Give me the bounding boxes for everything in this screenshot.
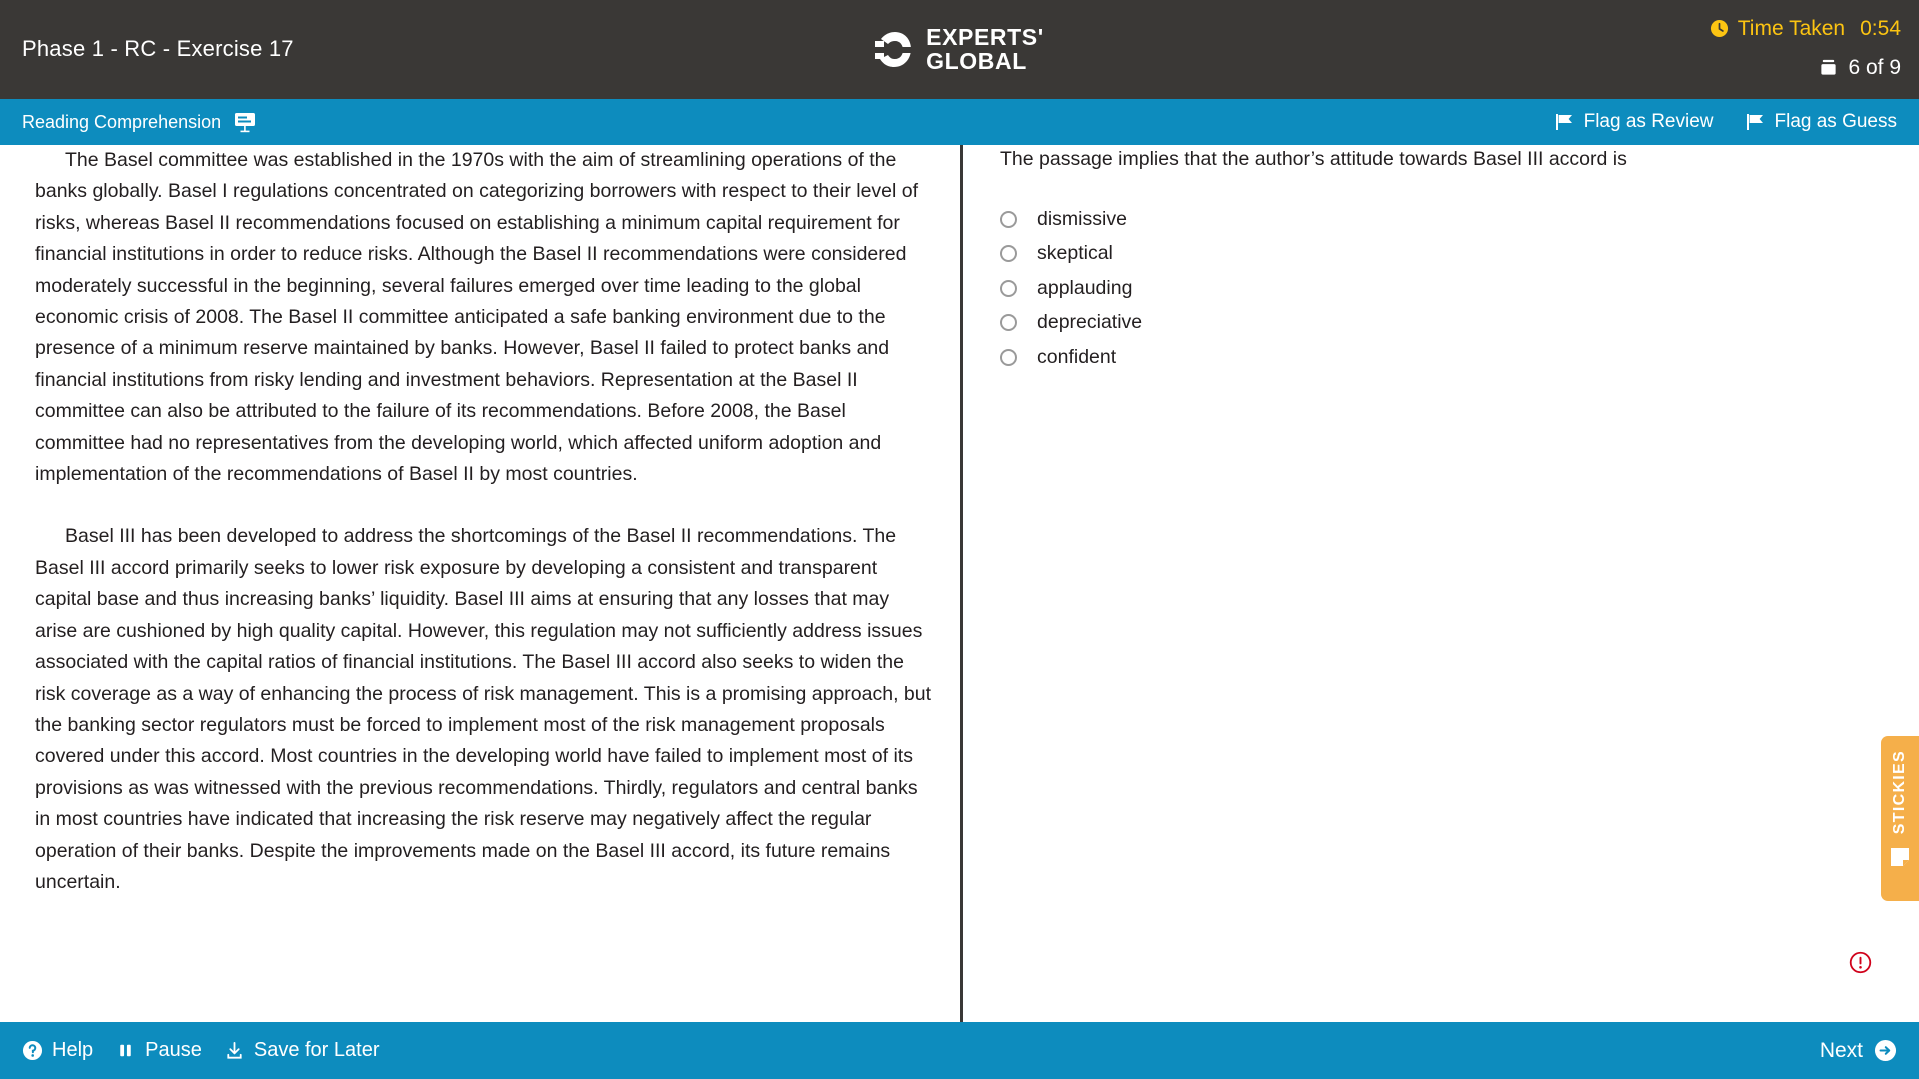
download-icon — [224, 1040, 245, 1061]
logo-line-2: GLOBAL — [926, 47, 1027, 74]
pause-icon — [115, 1040, 136, 1061]
exclamation-circle-icon[interactable] — [1849, 951, 1872, 974]
radio-button-icon[interactable] — [1000, 280, 1017, 297]
section-toolbar — [0, 99, 1919, 145]
pause-label: Pause — [145, 1039, 202, 1061]
flag-as-review-button[interactable] — [1555, 111, 1714, 133]
panel-divider — [960, 145, 963, 1022]
top-header-bar — [0, 0, 1919, 99]
flag-icon — [1746, 113, 1765, 131]
flag-as-guess-label: Flag as Guess — [1774, 111, 1897, 132]
flag-as-review-label: Flag as Review — [1583, 111, 1714, 132]
answer-option-label: dismissive — [1037, 207, 1127, 230]
radio-button-icon[interactable] — [1000, 245, 1017, 262]
passage-paragraph: Basel III has been developed to address the shortcomings of the Basel II recommendations. The Basel III accord primarily seeks to lower risk exposure by developing a consistent and transparent capital base and thus increasing banks’ liquidity. Basel III aims at ensuring that any losses that may arise are cushioned by high quality capital. However, this regulation may not sufficiently address issues associated with the capital ratios of financial institutions. The Basel III accord also seeks to widen the risk coverage as a way of enhancing the process of risk management. This is a promising approach, but the banking sector regulators must be forced to implement most of the risk management proposals covered under this accord. Most countries in the developing world have failed to implement most of its provisions as was witnessed with the previous recommendations. Thirdly, regulators and central banks in most countries have indicated that increasing the risk reserve may negatively affect the regular operation of their banks. Despite the improvements made on the Basel III accord, its future remains uncertain. — [35, 525, 932, 893]
answer-option-label: confident — [1037, 345, 1117, 368]
pause-button[interactable] — [115, 1039, 202, 1062]
flag-as-guess-button[interactable] — [1746, 111, 1898, 133]
footer-bar — [0, 1022, 1919, 1079]
arrow-right-circle-icon — [1874, 1039, 1897, 1062]
save-for-later-button[interactable] — [224, 1039, 380, 1062]
answer-option-dismissive[interactable] — [1000, 202, 1860, 237]
answer-option-label: applauding — [1037, 276, 1133, 299]
radio-button-icon[interactable] — [1000, 349, 1017, 366]
section-label: Reading Comprehension — [22, 111, 222, 132]
time-taken-label: Time Taken — [1737, 17, 1846, 40]
time-taken — [1710, 18, 1901, 39]
experts-global-logo-mark-icon — [875, 30, 913, 70]
stickies-label: STICKIES — [1891, 750, 1908, 835]
save-for-later-label: Save for Later — [253, 1039, 380, 1061]
question-panel — [1000, 145, 1860, 375]
answer-option-label: depreciative — [1037, 311, 1143, 334]
radio-button-icon[interactable] — [1000, 314, 1017, 331]
answer-option-skeptical[interactable] — [1000, 237, 1860, 272]
passage-panel — [35, 145, 935, 929]
exercise-title: Phase 1 - RC - Exercise 17 — [22, 36, 294, 61]
help-label: Help — [52, 1039, 94, 1061]
section-indicator — [22, 99, 256, 145]
stack-icon — [1819, 58, 1838, 77]
question-counter — [1710, 57, 1901, 78]
sticky-note-icon — [1889, 846, 1911, 868]
next-label: Next — [1819, 1038, 1863, 1062]
question-circle-icon — [22, 1040, 43, 1061]
help-button[interactable] — [22, 1039, 93, 1062]
question-counter-text: 6 of 9 — [1848, 56, 1901, 79]
radio-button-icon[interactable] — [1000, 211, 1017, 228]
question-text: The passage implies that the author’s attitude towards Basel III accord is — [1000, 148, 1627, 170]
answer-option-applauding[interactable] — [1000, 271, 1860, 306]
passage-paragraph: The Basel committee was established in the 1970s with the aim of streamlining operations of the banks globally. Basel I regulations concentrated on categorizing borrowers with respect to their level of risks, whereas Basel II recommendations focused on establishing a minimum capital requirement for financial institutions in order to reduce risks. Although the Basel II recommendations were considered moderately successful in the beginning, several failures emerged over time leading to the global economic crisis of 2008. The Basel II committee anticipated a safe banking environment due to the presence of a minimum reserve maintained by banks. However, Basel II failed to protect banks and financial institutions from risky lending and investment behaviors. Representation at the Basel II committee can also be attributed to the failure of its recommendations. Before 2008, the Basel committee had no representatives from the developing world, which affected uniform adoption and implementation of the recommendations of Basel II by most countries. — [35, 149, 919, 486]
whiteboard-icon[interactable] — [234, 112, 256, 133]
answer-option-confident[interactable] — [1000, 340, 1860, 375]
answer-option-depreciative[interactable] — [1000, 306, 1860, 341]
logo-line-1: EXPERTS' — [926, 23, 1044, 50]
flag-icon — [1555, 113, 1574, 131]
clock-icon — [1710, 19, 1729, 38]
stickies-tab[interactable] — [1881, 736, 1919, 901]
timer-block — [1710, 18, 1901, 78]
next-button[interactable] — [1820, 1022, 1897, 1079]
time-taken-value: 0:54 — [1860, 17, 1901, 40]
answer-option-label: skeptical — [1037, 242, 1113, 265]
